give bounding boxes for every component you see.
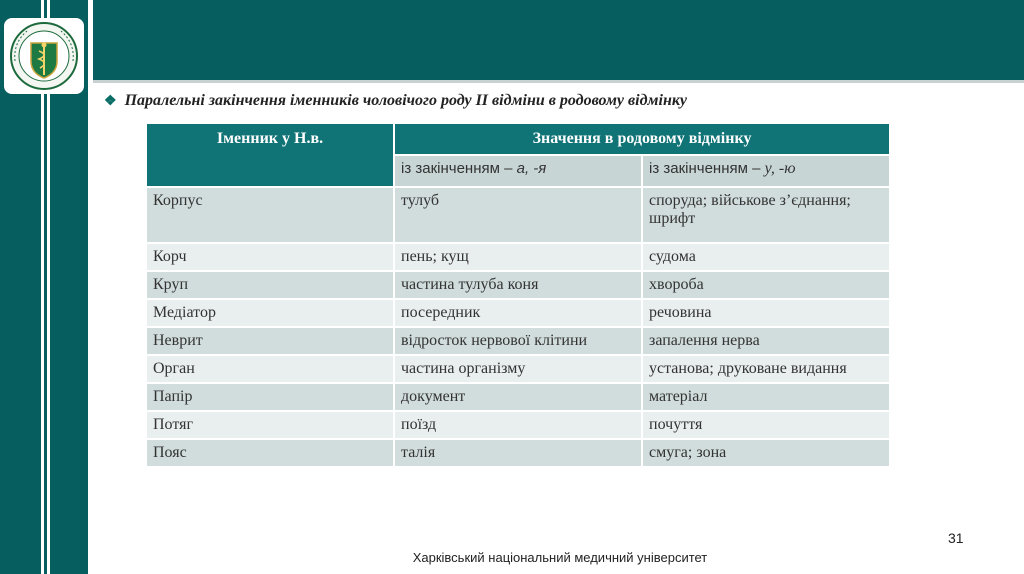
header-meaning: Значення в родовому відмінку [395, 124, 889, 154]
subheader-u-endings: у, -ю [764, 160, 796, 177]
table-row [147, 188, 889, 242]
meaning-a-cell: частина організму [395, 356, 641, 382]
meaning-a-cell: тулуб [395, 188, 641, 242]
subheader-a-endings: а, -я [516, 160, 547, 177]
table-row [147, 440, 889, 466]
noun-cell: Пояс [147, 440, 393, 466]
table-row [147, 328, 889, 354]
diamond-bullet-icon: ❖ [104, 94, 117, 109]
meaning-u-cell: смуга; зона [643, 440, 889, 466]
noun-cell: Корпус [147, 188, 393, 242]
noun-cell: Корч [147, 244, 393, 270]
meaning-u-cell: запалення нерва [643, 328, 889, 354]
subheader-ending-a [395, 156, 641, 186]
noun-cell: Медіатор [147, 300, 393, 326]
table-row [147, 244, 889, 270]
meaning-a-cell: поїзд [395, 412, 641, 438]
table-row [147, 272, 889, 298]
noun-cell: Папір [147, 384, 393, 410]
meaning-a-cell: посередник [395, 300, 641, 326]
endings-table [145, 122, 891, 468]
noun-cell: Круп [147, 272, 393, 298]
meaning-a-cell: відросток нервової клітини [395, 328, 641, 354]
meaning-a-cell: пень; кущ [395, 244, 641, 270]
meaning-a-cell: документ [395, 384, 641, 410]
meaning-u-cell: хвороба [643, 272, 889, 298]
header-shadow [93, 80, 1024, 83]
noun-cell: Неврит [147, 328, 393, 354]
noun-cell: Потяг [147, 412, 393, 438]
slide-title-text: Паралельні закінчення іменників чоловічого роду ІІ відміни в родовому відмінку [124, 92, 688, 109]
table-row [147, 412, 889, 438]
meaning-u-cell: речовина [643, 300, 889, 326]
table-row [147, 384, 889, 410]
meaning-u-cell: почуття [643, 412, 889, 438]
noun-cell: Орган [147, 356, 393, 382]
subheader-ending-u [643, 156, 889, 186]
meaning-u-cell: установа; друковане видання [643, 356, 889, 382]
slide-title [104, 92, 984, 110]
subheader-a-prefix: із закінченням – [401, 160, 517, 177]
table-row [147, 300, 889, 326]
meaning-u-cell: матеріал [643, 384, 889, 410]
meaning-u-cell: споруда; військове з’єднання; шрифт [643, 188, 889, 242]
meaning-a-cell: частина тулуба коня [395, 272, 641, 298]
subheader-u-prefix: із закінченням – [649, 160, 765, 177]
header-band [93, 0, 1024, 80]
footer-university-name: Харківський національний медичний університет [412, 550, 708, 565]
table-row [147, 356, 889, 382]
university-emblem-icon [4, 18, 84, 94]
meaning-a-cell: талія [395, 440, 641, 466]
header-noun: Іменник у Н.в. [147, 124, 393, 186]
page-number: 31 [948, 530, 964, 546]
meaning-u-cell: судома [643, 244, 889, 270]
